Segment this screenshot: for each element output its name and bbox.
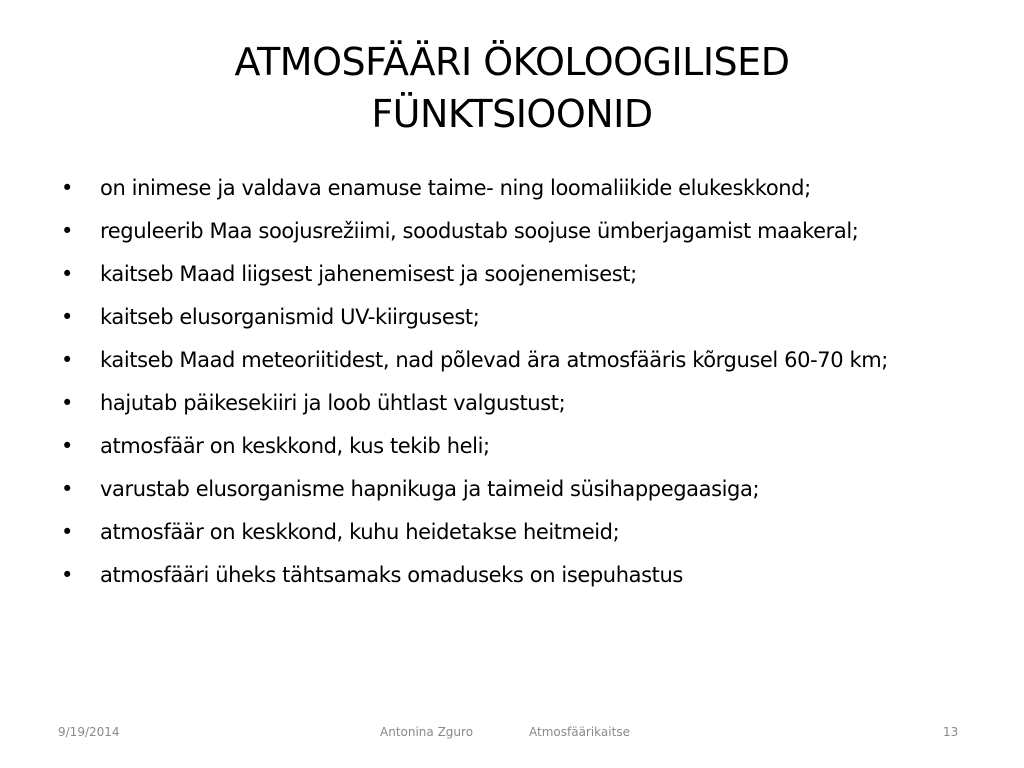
bullet-item [56, 514, 986, 550]
bullet-dot-icon: • [61, 219, 73, 243]
bullet-item [56, 385, 986, 421]
bullet-item [56, 213, 986, 249]
bullet-text: varustab elusorganisme hapnikuga ja taimeid süsihappegaasiga; [100, 477, 760, 501]
bullet-text: hajutab päikesekiiri ja loob ühtlast valgustust; [100, 391, 566, 415]
footer-page-number: 13 [943, 725, 959, 739]
bullet-dot-icon: • [61, 176, 73, 200]
bullet-dot-icon: • [61, 305, 73, 329]
bullet-text: atmosfäär on keskkond, kuhu heidetakse heitmeid; [100, 520, 620, 544]
bullet-dot-icon: • [61, 434, 73, 458]
footer-topic: Atmosfäärikaitse [529, 725, 630, 739]
bullet-text: kaitseb elusorganismid UV-kiirgusest; [100, 305, 480, 329]
footer-author: Antonina Zguro [380, 725, 474, 739]
slide-title-line-2: FÜNKTSIOONID [371, 92, 653, 136]
bullet-item [56, 299, 986, 335]
bullet-text: on inimese ja valdava enamuse taime- ning loomaliikide elukeskkond; [100, 176, 811, 200]
bullet-dot-icon: • [61, 520, 73, 544]
bullet-item [56, 170, 986, 206]
bullet-item [56, 256, 986, 292]
slide-title [60, 36, 964, 140]
bullet-list [56, 170, 986, 600]
bullet-text: kaitseb Maad liigsest jahenemisest ja soojenemisest; [100, 262, 637, 286]
bullet-text: kaitseb Maad meteoriitidest, nad põlevad ära atmosfääris kõrgusel 60-70 km; [100, 348, 888, 372]
slide-title-line-1: ATMOSFÄÄRI ÖKOLOOGILISED [234, 40, 790, 84]
bullet-item [56, 428, 986, 464]
bullet-item [56, 342, 986, 378]
footer-date: 9/19/2014 [58, 725, 120, 739]
bullet-text: reguleerib Maa soojusrežiimi, soodustab soojuse ümberjagamist maakeral; [100, 219, 859, 243]
bullet-dot-icon: • [61, 262, 73, 286]
bullet-item [56, 557, 986, 593]
bullet-dot-icon: • [61, 563, 73, 587]
bullet-dot-icon: • [61, 348, 73, 372]
bullet-text: atmosfäär on keskkond, kus tekib heli; [100, 434, 490, 458]
bullet-item [56, 471, 986, 507]
bullet-text: atmosfääri üheks tähtsamaks omaduseks on isepuhastus [100, 563, 683, 587]
bullet-dot-icon: • [61, 391, 73, 415]
bullet-dot-icon: • [61, 477, 73, 501]
